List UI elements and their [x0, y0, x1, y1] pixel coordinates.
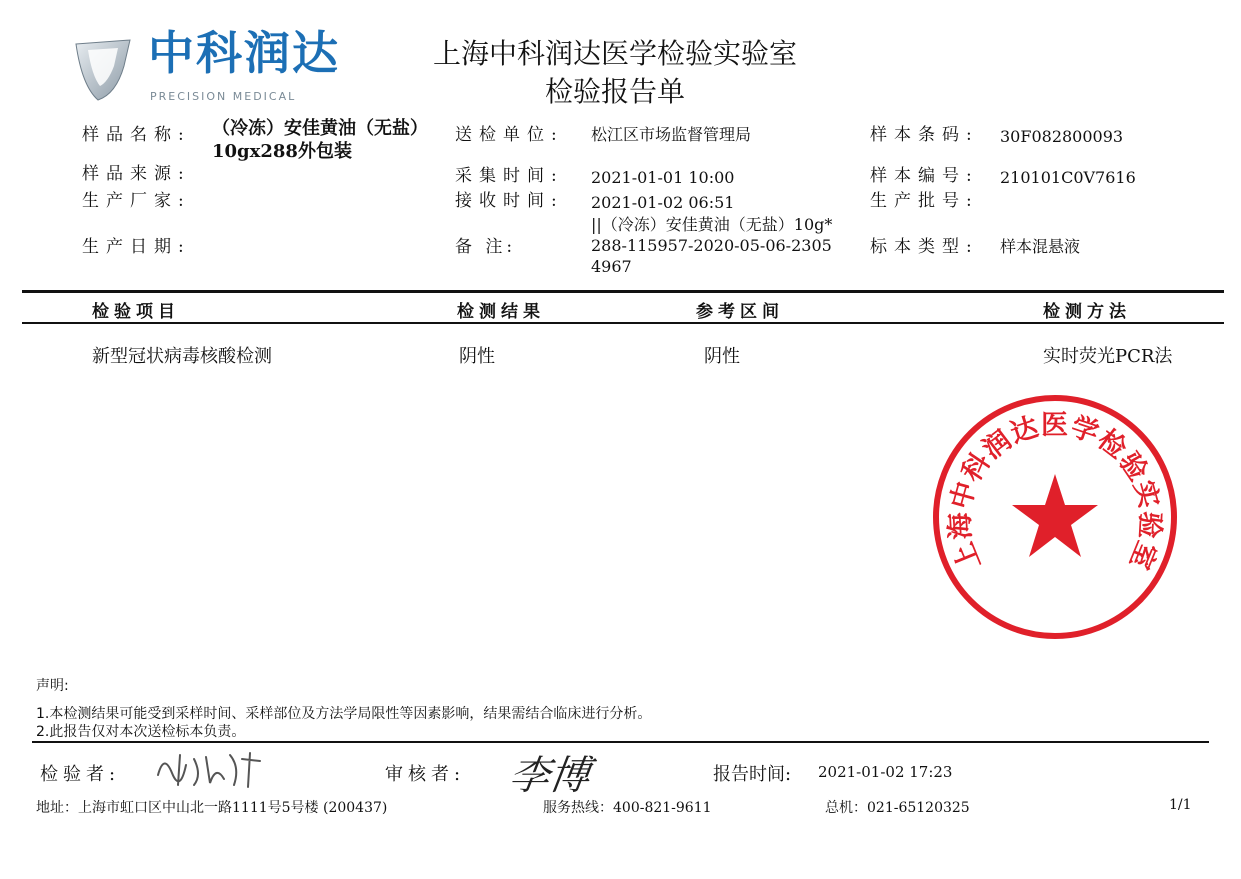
receive-time-label: 接收时间: [455, 191, 564, 211]
row-reference: 阴性 [704, 346, 740, 367]
col-header-method: 检测方法 [1043, 302, 1131, 322]
inspector-signature-icon [150, 745, 270, 791]
notes-line-1: 1.本检测结果可能受到采样时间、采样部位及方法学局限性等因素影响，结果需结合临床进行分析。 [36, 706, 652, 722]
footer-switchboard: 总机：021-65120325 [825, 800, 970, 816]
collect-time-value: 2021-01-01 10:00 [591, 168, 735, 187]
row-item: 新型冠状病毒核酸检测 [92, 346, 272, 367]
remark-label: 备 注: [455, 237, 517, 257]
sample-source-label: 样品来源: [82, 164, 191, 184]
footer-hotline: 服务热线：400-821-9611 [543, 800, 712, 816]
report-title: 检验报告单 [544, 75, 685, 108]
manufacturer-label: 生产厂家: [82, 191, 191, 211]
collect-time-label: 采集时间: [455, 166, 564, 186]
submitting-unit-label: 送检单位: [455, 125, 564, 145]
sample-no-label: 样本编号: [870, 166, 979, 186]
barcode-value: 30F082800093 [1000, 127, 1124, 146]
reviewer-label: 审核者: [385, 764, 466, 785]
sample-name-label: 样品名称: [82, 125, 191, 145]
footer-rule [32, 741, 1209, 743]
notes-heading: 声明: [36, 678, 69, 694]
seal-text: 上海中科润达医学检验实验室 [944, 409, 1166, 575]
col-header-result: 检测结果 [457, 302, 545, 322]
receive-time-value: 2021-01-02 06:51 [591, 193, 735, 212]
table-top-rule [22, 290, 1224, 293]
brand-name: 中科润达 [148, 26, 340, 80]
brand-tagline: PRECISION MEDICAL [150, 90, 297, 103]
batch-label: 生产批号: [870, 191, 979, 211]
inspector-label: 检验者: [40, 764, 121, 785]
lab-name: 上海中科润达医学检验实验室 [432, 37, 797, 70]
col-header-reference: 参考区间 [696, 302, 784, 322]
table-header-rule [22, 322, 1224, 324]
sample-name-value: （冷冻）安佳黄油（无盐）10gx288外包装 [212, 118, 428, 162]
remark-value: ||（冷冻）安佳黄油（无盐）10g*288-115957-2020-05-06-23054967 [591, 215, 833, 276]
barcode-label: 样本条码: [870, 125, 979, 145]
reviewer-signature: 李博 [506, 753, 593, 799]
official-seal-icon [930, 392, 1180, 642]
report-time-value: 2021-01-02 17:23 [818, 763, 953, 781]
footer-address: 地址：上海市虹口区中山北一路1111号5号楼 (200437) [36, 800, 388, 816]
col-header-item: 检验项目 [92, 302, 180, 322]
brand-logo-icon [72, 36, 134, 102]
page-number: 1/1 [1169, 797, 1192, 813]
report-time-label: 报告时间: [713, 764, 792, 785]
submitting-unit-value: 松江区市场监督管理局 [591, 125, 752, 144]
sample-no-value: 210101C0V7616 [1000, 168, 1136, 187]
specimen-type-label: 标本类型: [870, 237, 979, 257]
production-date-label: 生产日期: [82, 237, 191, 257]
row-result: 阴性 [459, 346, 495, 367]
row-method: 实时荧光PCR法 [1043, 346, 1173, 367]
specimen-type-value: 样本混悬液 [1000, 237, 1081, 256]
notes-line-2: 2.此报告仅对本次送检标本负责。 [36, 724, 246, 740]
